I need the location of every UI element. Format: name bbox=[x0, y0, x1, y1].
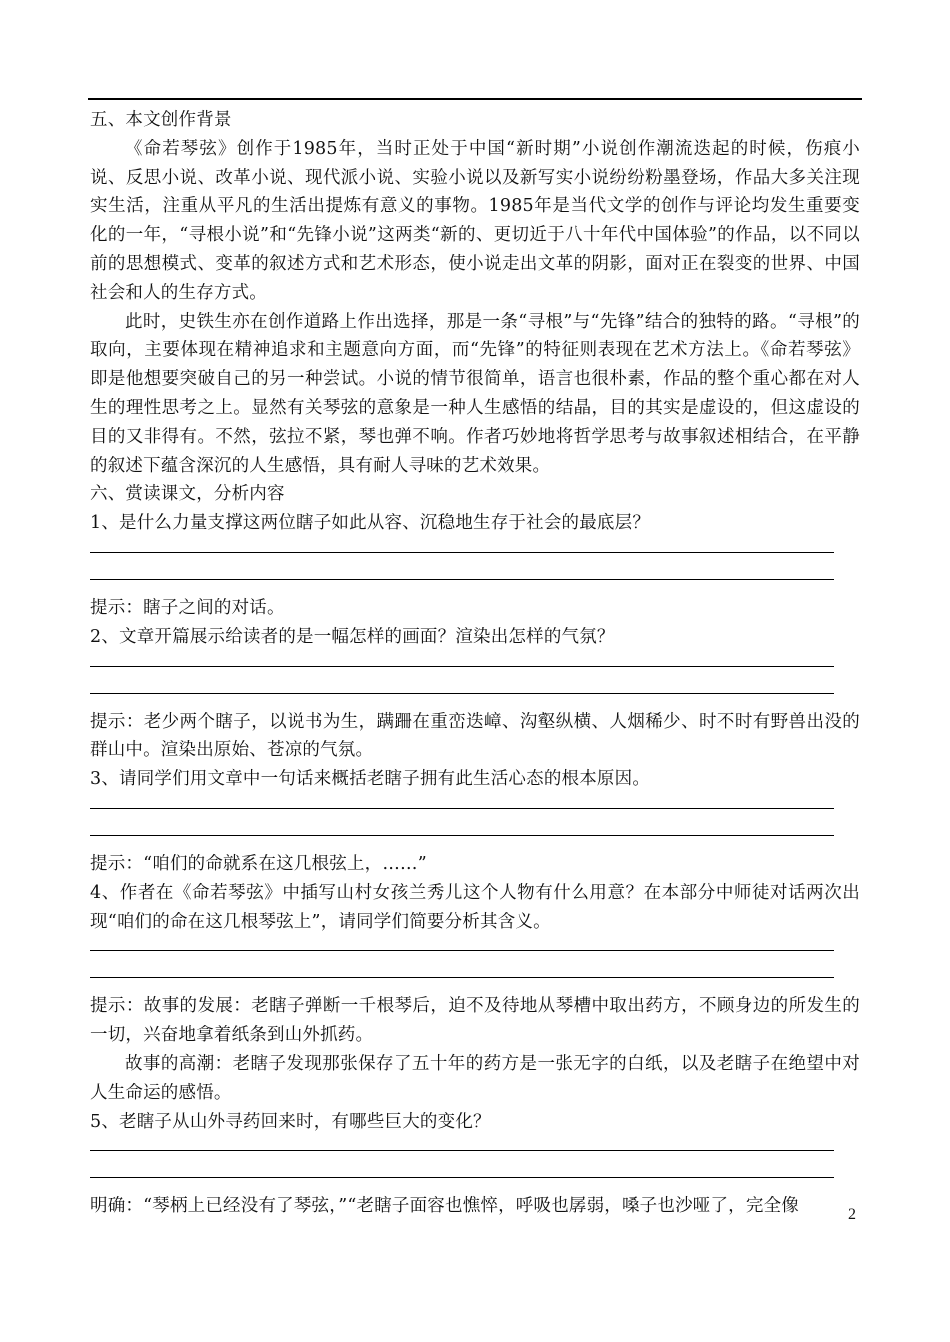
hint-4-development: 提示：故事的发展：老瞎子弹断一千根琴后，迫不及待地从琴槽中取出药方，不顾身边的所发生的一切，兴奋地拿着纸条到山外抓药。 bbox=[90, 996, 860, 1046]
question-4: 4、作者在《命若琴弦》中插写山村女孩兰秀儿这个人物有什么用意？在本部分中师徒对话两次出现“咱们的命在这几根琴弦上”，请同学们简要分析其含义。 bbox=[90, 882, 860, 932]
question-3: 3、请同学们用文章中一句话来概括老瞎子拥有此生活心态的根本原因。 bbox=[90, 769, 651, 790]
page-number: 2 bbox=[848, 1206, 856, 1223]
section5-paragraph-2: 此时，史铁生亦在创作道路上作出选择，那是一条“寻根”与“先锋”结合的独特的路。“寻根”的取向，主要体现在精神追求和主题意向方面，而“先锋”的特征则表现在艺术方法上。《命若琴弦》即是他想要突破自己的另一种尝试。小说的情节很简单，语言也很朴素，作品的整个重心都在对人生的理性思考之上。显然有关琴弦的意象是一种人生感悟的结晶，目的其实是虚设的，但这虚设的目的又非得有。不然，弦拉不紧，琴也弹不响。作者巧妙地将哲学思考与故事叙述相结合，在平静的叙述下蕴含深沉的人生感悟，具有耐人寻味的艺术效果。 bbox=[90, 311, 860, 476]
document-body bbox=[90, 106, 860, 1221]
hint-1: 提示：瞎子之间的对话。 bbox=[90, 597, 285, 618]
hint-2: 提示：老少两个瞎子，以说书为生，蹒跚在重峦迭嶂、沟壑纵横、人烟稀少、时不时有野兽出没的群山中。渲染出原始、苍凉的气氛。 bbox=[90, 711, 860, 761]
hint-4-climax: 故事的高潮：老瞎子发现那张保存了五十年的药方是一张无字的白纸，以及老瞎子在绝望中对人生命运的感悟。 bbox=[90, 1053, 860, 1103]
section5-heading: 五、本文创作背景 bbox=[90, 110, 232, 130]
answer-5: 明确：“琴柄上已经没有了琴弦，”“老瞎子面容也憔悴，呼吸也孱弱，嗓子也沙哑了，完全像 bbox=[90, 1196, 799, 1217]
question-1: 1、是什么力量支撑这两位瞎子如此从容、沉稳地生存于社会的最底层？ bbox=[90, 513, 651, 534]
hint-3: 提示：“咱们的命就系在这几根弦上，……” bbox=[90, 853, 427, 874]
section6-heading: 六、赏读课文，分析内容 bbox=[90, 484, 285, 505]
section5-paragraph-1: 《命若琴弦》创作于1985年，当时正处于中国“新时期”小说创作潮流迭起的时候，伤痕小说、反思小说、改革小说、现代派小说、实验小说以及新写实小说纷纷粉墨登场，作品大多关注现实生活，注重从平凡的生活出提炼有意义的事物。1985年是当代文学的创作与评论均发生重要变化的一年，“寻根小说”和“先锋小说”这两类“新的、更切近于八十年代中国体验”的作品，以不同以前的思想模式、变革的叙述方式和艺术形态，使小说走出文革的阴影，面对正在裂变的世界、中国社会和人的生存方式。 bbox=[90, 138, 860, 303]
top-rule bbox=[88, 98, 862, 100]
question-5: 5、老瞎子从山外寻药回来时，有哪些巨大的变化？ bbox=[90, 1111, 491, 1132]
question-2: 2、文章开篇展示给读者的是一幅怎样的画面？渲染出怎样的气氛？ bbox=[90, 626, 615, 647]
